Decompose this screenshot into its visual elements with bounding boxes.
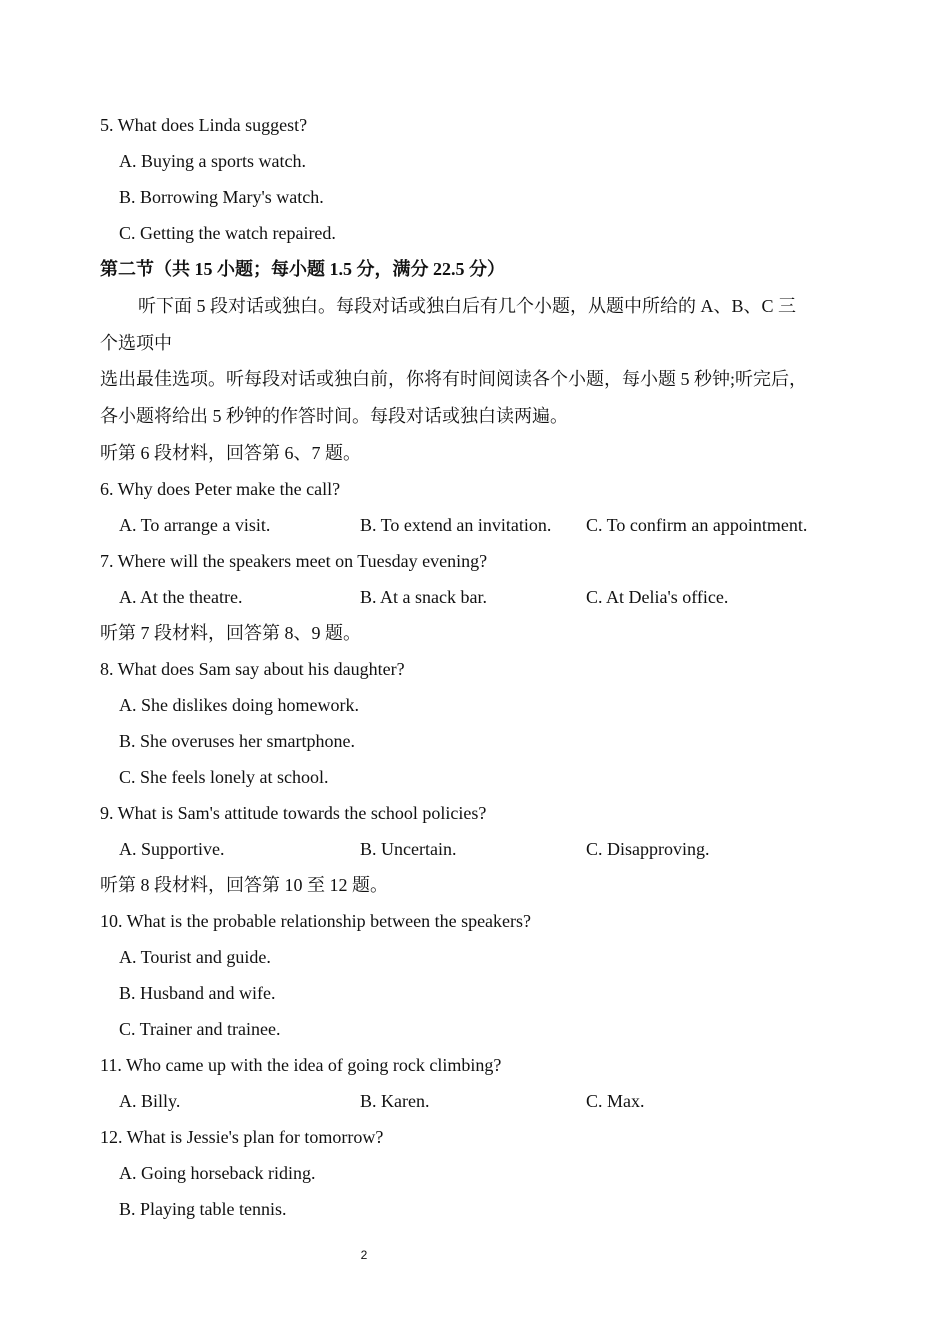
q9-option-c: C. Disapproving. bbox=[586, 839, 710, 859]
q9-option-b: B. Uncertain. bbox=[360, 839, 457, 859]
q7-option-a: A. At the theatre. bbox=[119, 587, 243, 607]
q7-option-b: B. At a snack bar. bbox=[360, 587, 487, 607]
q5-option-c: C. Getting the watch repaired. bbox=[119, 223, 336, 243]
q11-options-row bbox=[119, 1090, 839, 1112]
question-5: 5. What does Linda suggest? bbox=[100, 115, 308, 135]
q11-option-a: A. Billy. bbox=[119, 1091, 181, 1111]
q5-option-b: B. Borrowing Mary's watch. bbox=[119, 187, 324, 207]
question-6: 6. Why does Peter make the call? bbox=[100, 479, 341, 499]
q8-option-c: C. She feels lonely at school. bbox=[119, 767, 329, 787]
instruction-line-1: 听下面 5 段对话或独白。每段对话或独白后有几个小题，从题中所给的 A、B、C 三 bbox=[138, 296, 797, 316]
question-11: 11. Who came up with the idea of going rock climbing? bbox=[100, 1055, 502, 1075]
instruction-line-3: 选出最佳选项。听每段对话或独白前，你将有时间阅读各个小题，每小题 5 秒钟;听完后， bbox=[100, 369, 807, 389]
q5-option-a: A. Buying a sports watch. bbox=[119, 151, 306, 171]
instruction-line-2: 个选项中 bbox=[100, 333, 172, 353]
section-heading: 第二节（共 15 小题；每小题 1.5 分，满分 22.5 分） bbox=[100, 259, 505, 279]
q12-option-b: B. Playing table tennis. bbox=[119, 1199, 287, 1219]
question-8: 8. What does Sam say about his daughter? bbox=[100, 659, 405, 679]
question-9: 9. What is Sam's attitude towards the school policies? bbox=[100, 803, 487, 823]
q10-option-b: B. Husband and wife. bbox=[119, 983, 276, 1003]
passage-8-label: 听第 8 段材料，回答第 10 至 12 题。 bbox=[100, 875, 388, 895]
q11-option-b: B. Karen. bbox=[360, 1091, 430, 1111]
question-7: 7. Where will the speakers meet on Tuesday evening? bbox=[100, 551, 488, 571]
q6-option-b: B. To extend an invitation. bbox=[360, 515, 552, 535]
question-12: 12. What is Jessie's plan for tomorrow? bbox=[100, 1127, 384, 1147]
q8-option-b: B. She overuses her smartphone. bbox=[119, 731, 355, 751]
q10-option-c: C. Trainer and trainee. bbox=[119, 1019, 281, 1039]
q12-option-a: A. Going horseback riding. bbox=[119, 1163, 316, 1183]
q8-option-a: A. She dislikes doing homework. bbox=[119, 695, 359, 715]
q6-option-a: A. To arrange a visit. bbox=[119, 515, 271, 535]
page-number: 2 bbox=[360, 1248, 368, 1262]
q7-option-c: C. At Delia's office. bbox=[586, 587, 729, 607]
question-10: 10. What is the probable relationship between the speakers? bbox=[100, 911, 532, 931]
passage-6-label: 听第 6 段材料，回答第 6、7 题。 bbox=[100, 443, 361, 463]
q9-options-row bbox=[119, 838, 839, 860]
q11-option-c: C. Max. bbox=[586, 1091, 645, 1111]
q10-option-a: A. Tourist and guide. bbox=[119, 947, 271, 967]
passage-7-label: 听第 7 段材料，回答第 8、9 题。 bbox=[100, 623, 361, 643]
q6-option-c: C. To confirm an appointment. bbox=[586, 515, 808, 535]
q6-options-row bbox=[119, 514, 839, 536]
instruction-line-4: 各小题将给出 5 秒钟的作答时间。每段对话或独白读两遍。 bbox=[100, 406, 568, 426]
q7-options-row bbox=[119, 586, 839, 608]
q9-option-a: A. Supportive. bbox=[119, 839, 225, 859]
